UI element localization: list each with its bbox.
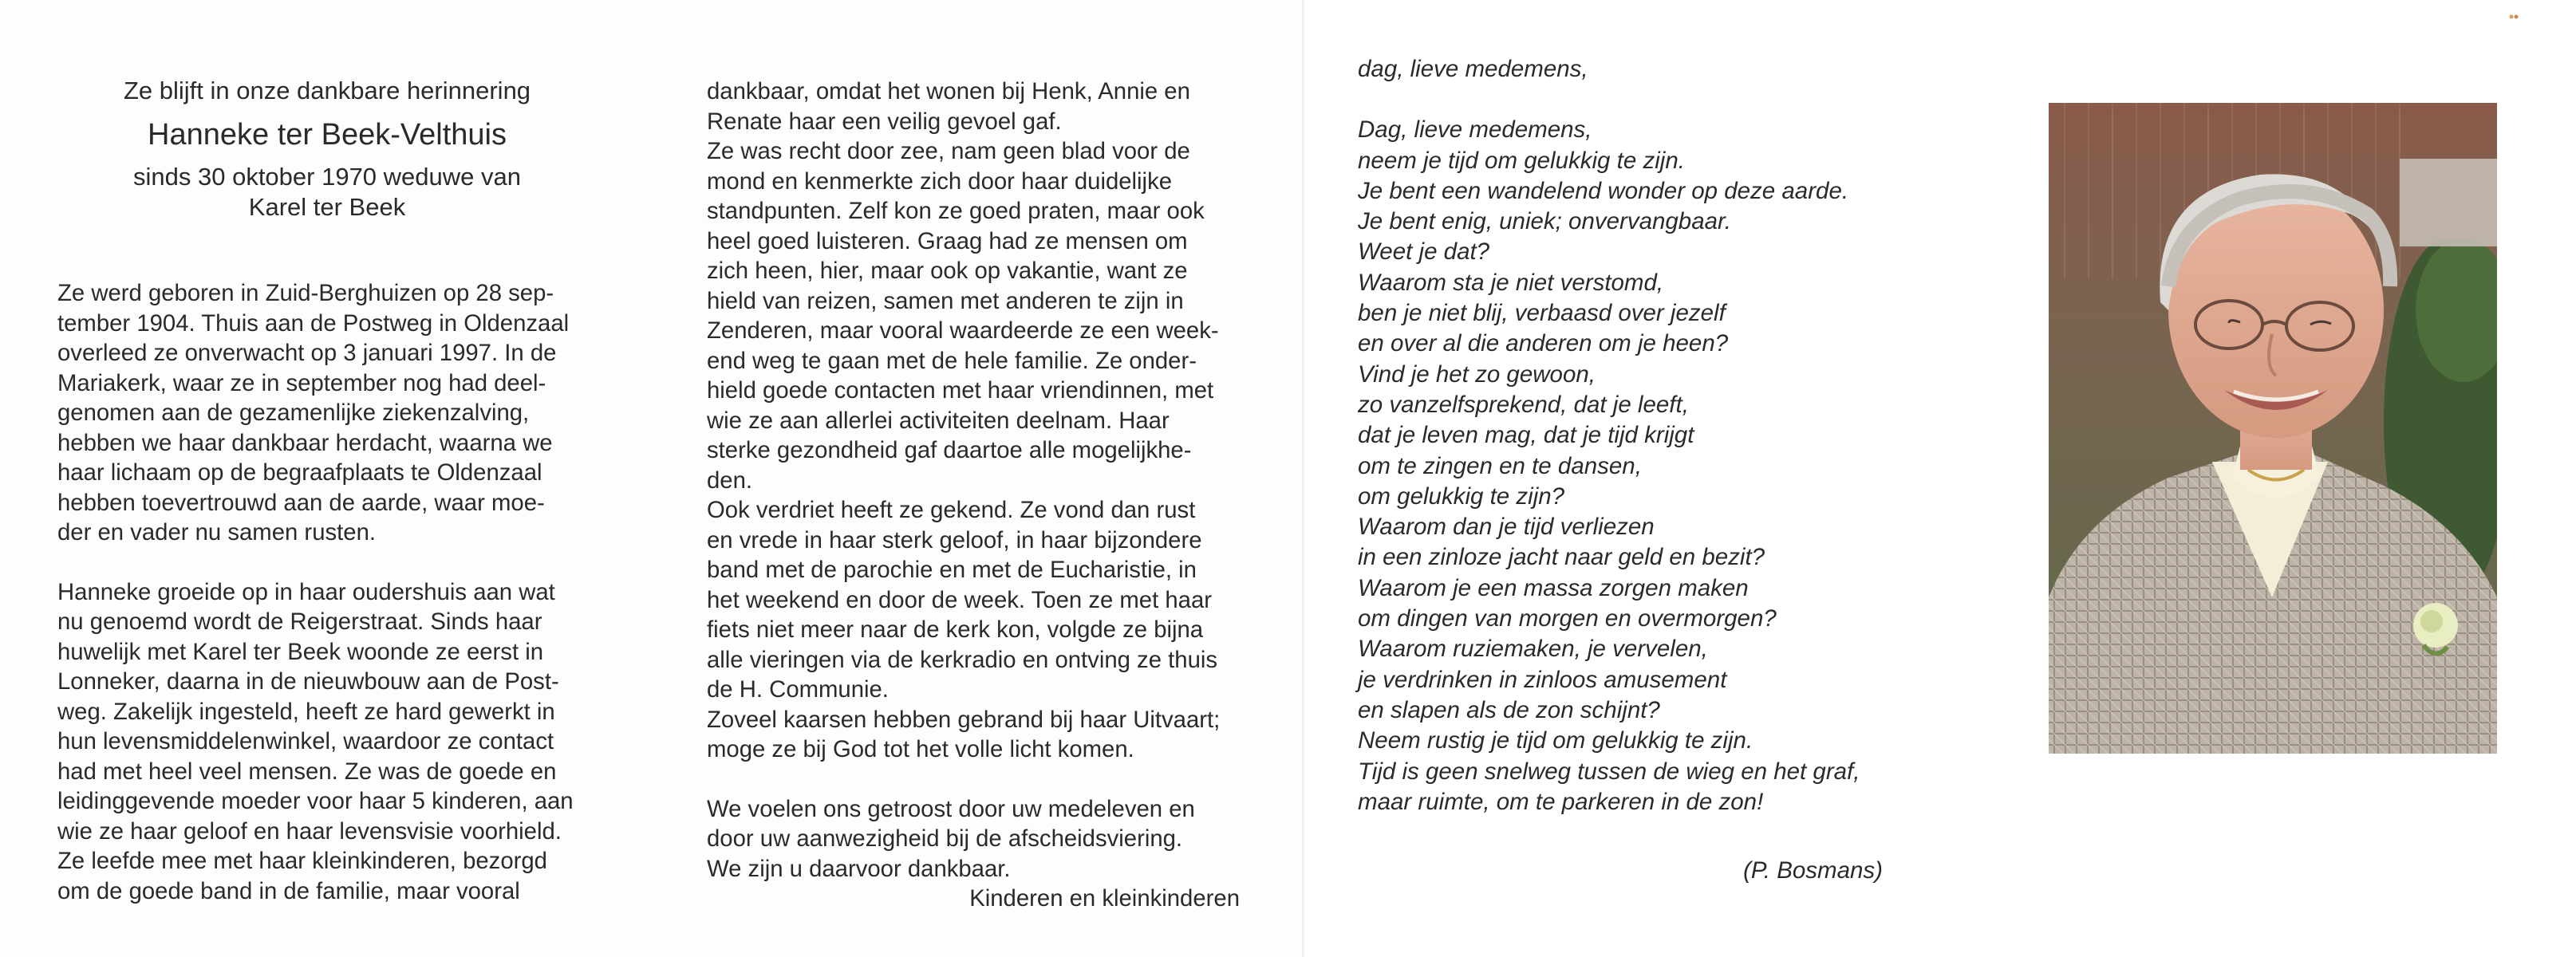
text-line: heel goed luisteren. Graag had ze mensen om — [707, 227, 1188, 254]
stanza-gap — [1358, 85, 1916, 115]
text-line: Ze werd geboren in Zuid-Berghuizen op 28 sep- — [57, 280, 554, 306]
widow-since-line: sinds 30 oktober 1970 weduwe van — [133, 163, 521, 191]
text-line: sterke gezondheid gaf daartoe alle mogelijkhe- — [707, 437, 1192, 463]
poem-line: Waarom sta je niet verstomd, — [1358, 269, 1664, 296]
text-line: Ze was recht door zee, nam geen blad voor de — [707, 138, 1190, 164]
text-line: We voelen ons getroost door uw medeleven en — [707, 795, 1195, 822]
poem-line: Dag, lieve medemens, — [1358, 116, 1592, 144]
text-line: Zoveel kaarsen hebben gebrand bij haar Uitvaart; — [707, 706, 1221, 733]
text-line: hun levensmiddelenwinkel, waardoor ze contact — [57, 728, 554, 754]
poem-line: ben je niet blij, verbaasd over jezelf — [1358, 300, 1726, 327]
text-line: fiets niet meer naar de kerk kon, volgde ze bijna — [707, 616, 1204, 643]
poem-line: om te zingen en te dansen, — [1358, 452, 1642, 479]
poem-line: je verdrinken in zinloos amusement — [1358, 666, 1727, 693]
poem-line: neem je tijd om gelukkig te zijn. — [1358, 147, 1685, 174]
text-line: hebben we haar dankbaar herdacht, waarna we — [57, 429, 553, 456]
text-line: had met heel veel mensen. Ze was de goede en — [57, 758, 557, 785]
text-line: weg. Zakelijk ingesteld, heeft ze hard gewerkt in — [57, 698, 555, 725]
poem-line: in een zinloze jacht naar geld en bezit? — [1358, 544, 1765, 571]
text-line: end weg te gaan met de hele familie. Ze onder- — [707, 347, 1197, 374]
poem-line: zo vanzelfsprekend, dat je leeft, — [1358, 391, 1689, 418]
poem-author: (P. Bosmans) — [1743, 857, 1883, 884]
text-line: standpunten. Zelf kon ze goed praten, maar ook — [707, 198, 1205, 224]
text-line: Zenderen, maar vooral waardeerde ze een week- — [707, 317, 1219, 344]
portrait-illustration — [2049, 103, 2497, 754]
poem-line: Waarom ruziemaken, je vervelen, — [1358, 636, 1708, 663]
text-line: der en vader nu samen rusten. — [57, 519, 376, 545]
biography-column-1 — [57, 278, 589, 906]
text-line: band met de parochie en met de Eucharistie, in — [707, 557, 1197, 583]
text-line: zich heen, hier, maar ook op vakantie, want ze — [707, 258, 1188, 284]
text-line: leidinggevende moeder voor haar 5 kinderen, aan — [57, 788, 574, 814]
poem-line: Waarom je een massa zorgen maken — [1358, 574, 1749, 601]
portrait-photo — [2049, 103, 2497, 754]
poem-line: om dingen van morgen en overmorgen? — [1358, 605, 1777, 632]
text-line: overleed ze onverwacht op 3 januari 1997. In de — [57, 340, 557, 366]
paragraph-gap — [57, 548, 589, 577]
text-line: Mariakerk, waar ze in september nog had deel- — [57, 369, 546, 396]
poem-opening: dag, lieve medemens, — [1358, 56, 1588, 82]
deceased-name: Hanneke ter Beek-Velthuis — [148, 118, 507, 152]
poem-line: Tijd is geen snelweg tussen de wieg en het graf, — [1358, 758, 1860, 785]
text-line: alle vieringen via de kerkradio en ontving ze thuis — [707, 646, 1218, 673]
text-line: hebben toevertrouwd aan de aarde, waar moe- — [57, 489, 545, 516]
text-line: Lonneker, daarna in de nieuwbouw aan de Post- — [57, 668, 559, 695]
text-line: nu genoemd wordt de Reigerstraat. Sinds haar — [57, 608, 542, 635]
printer-mark-icon — [2508, 13, 2519, 21]
poem — [1358, 54, 1916, 817]
text-line: Ook verdriet heeft ze gekend. Ze vond dan rust — [707, 497, 1196, 523]
text-line: het weekend en door de week. Toen ze met haar — [707, 586, 1213, 613]
poem-line: Je bent een wandelend wonder op deze aarde. — [1358, 177, 1849, 204]
paragraph-gap — [707, 765, 1240, 794]
poem-line: Je bent enig, uniek; onvervangbaar. — [1358, 208, 1731, 235]
poem-line: en over al die anderen om je heen? — [1358, 330, 1729, 357]
memorial-header — [56, 73, 598, 223]
poem-line: Neem rustig je tijd om gelukkig te zijn. — [1358, 727, 1753, 754]
text-line: haar lichaam op de begraafplaats te Oldenzaal — [57, 459, 542, 486]
poem-line: dat je leven mag, dat je tijd krijgt — [1358, 422, 1694, 449]
text-line: om de goede band in de familie, maar vooral — [57, 877, 520, 904]
card-fold — [1302, 0, 1304, 957]
poem-line: Weet je dat? — [1358, 238, 1490, 266]
poem-line: en slapen als de zon schijnt? — [1358, 696, 1660, 723]
poem-line: maar ruimte, om te parkeren in de zon! — [1358, 788, 1764, 815]
text-line: hield goede contacten met haar vriendinnen, met — [707, 377, 1214, 404]
text-line: Ze leefde mee met haar kleinkinderen, bezorgd — [57, 848, 547, 874]
text-line: de H. Communie. — [707, 676, 889, 703]
text-line: wie ze haar geloof en haar levensvisie voorhield. — [57, 817, 562, 845]
text-line: den. — [707, 467, 753, 494]
poem-line: Waarom dan je tijd verliezen — [1358, 514, 1655, 541]
remembrance-line: Ze blijft in onze dankbare herinnering — [123, 77, 531, 104]
text-line: hield van reizen, samen met anderen te zijn in — [707, 287, 1184, 314]
poem-line: om gelukkig te zijn? — [1358, 482, 1565, 510]
text-line: mond en kenmerkte zich door haar duidelijke — [707, 167, 1173, 195]
text-line: dankbaar, omdat het wonen bij Henk, Annie en — [707, 78, 1190, 104]
family-signature: Kinderen en kleinkinderen — [969, 885, 1240, 912]
poem-line: Vind je het zo gewoon, — [1358, 360, 1596, 388]
text-line: tember 1904. Thuis aan de Postweg in Oldenzaal — [57, 309, 570, 337]
husband-name: Karel ter Beek — [248, 193, 406, 221]
text-line: We zijn u daarvoor dankbaar. — [707, 855, 1011, 882]
text-line: moge ze bij God tot het volle licht komen. — [707, 736, 1134, 762]
text-line: huwelijk met Karel ter Beek woonde ze eerst in — [57, 638, 544, 665]
text-line: door uw aanwezigheid bij de afscheidsviering. — [707, 825, 1183, 852]
text-line: genomen aan de gezamenlijke ziekenzalving, — [57, 400, 530, 426]
text-line: wie ze aan allerlei activiteiten deelnam. Haar — [707, 407, 1170, 434]
text-line: Renate haar een veilig gevoel gaf. — [707, 108, 1062, 135]
text-line: Hanneke groeide op in haar oudershuis aan wat — [57, 578, 555, 605]
biography-column-2 — [707, 77, 1240, 914]
text-line: en vrede in haar sterk geloof, in haar bijzondere — [707, 526, 1202, 553]
